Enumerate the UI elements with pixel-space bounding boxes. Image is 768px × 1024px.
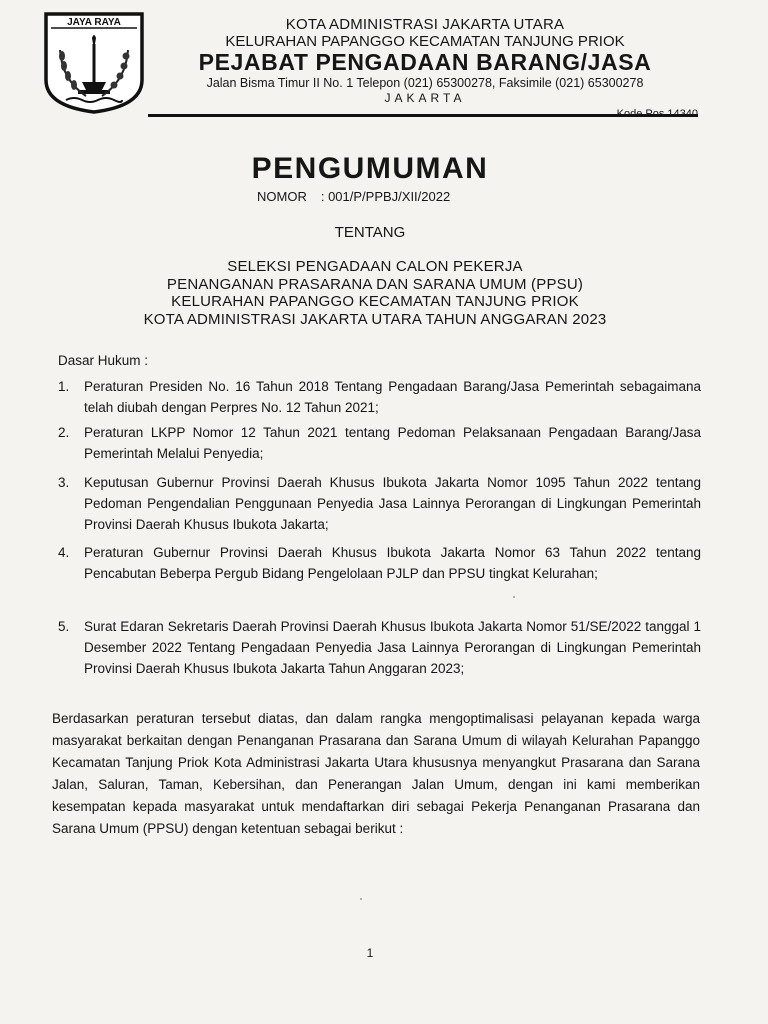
nomor-value: : 001/P/PPBJ/XII/2022 xyxy=(320,189,451,204)
closing-paragraph: Berdasarkan peraturan tersebut diatas, dan dalam rangka mengoptimalisasi pelayanan kepada warga masyarakat berkaitan dengan Penanganan Prasarana dan Sarana Umum di wilayah Kelurahan Papanggo Kecamatan Tanjung Priok Kota Administrasi Jakarta Utara khususnya menyangkut Prasarana dan Sarana Jalan, Saluran, Taman, Kebersihan, dan Penerangan Jalan Umum, dengan ini kami memberikan kesempatan kepada masyarakat untuk mendaftarkan diri sebagai Pekerja Penanganan Prasarana dan Sarana Umum (PPSU) dengan ketentuan sebagai berikut : xyxy=(52,711,700,836)
svg-text:JAYA RAYA: JAYA RAYA xyxy=(67,17,121,28)
page-number: 1 xyxy=(366,946,374,960)
legal-basis-heading: Dasar Hukum : xyxy=(58,353,149,368)
item-number: 4. xyxy=(58,545,70,560)
letterhead-office: PEJABAT PENGADAAN BARANG/JASA xyxy=(198,49,652,75)
announcement-title: PENGUMUMAN xyxy=(251,152,489,185)
item-number: 2. xyxy=(58,425,70,440)
nomor-label: NOMOR xyxy=(257,189,307,204)
scan-speck xyxy=(513,596,515,598)
item-number: 5. xyxy=(58,619,70,634)
subject-line: KOTA ADMINISTRASI JAKARTA UTARA TAHUN ANGGARAN 2023 xyxy=(143,310,607,328)
subject-line: SELEKSI PENGADAAN CALON PEKERJA xyxy=(227,258,523,275)
letterhead-city-name: JAKARTA xyxy=(384,91,466,105)
subject-line: KELURAHAN PAPANGGO KECAMATAN TANJUNG PRIOK xyxy=(171,293,579,310)
item-number: 3. xyxy=(58,475,70,490)
item-text: Keputusan Gubernur Provinsi Daerah Khusus Ibukota Jakarta Nomor 1095 Tahun 2022 tentang Pedoman Pengendalian Penggunaan Penyedia Jasa Lainnya Perorangan di Lingkungan Pemerintah Provinsi Daerah Khusus Ibukota Jakarta; xyxy=(84,475,701,532)
item-text: Peraturan Presiden No. 16 Tahun 2018 Tentang Pengadaan Barang/Jasa Pemerintah sebagaimana telah diubah dengan Perpres No. 12 Tahun 2021; xyxy=(84,379,701,415)
postal-code: Kode Pos 14340 xyxy=(616,108,698,120)
announcement-number xyxy=(257,189,450,204)
letterhead-district: KELURAHAN PAPANGGO KECAMATAN TANJUNG PRIOK xyxy=(225,33,625,50)
scan-speck xyxy=(360,898,362,900)
item-number: 1. xyxy=(58,379,70,394)
letterhead-divider xyxy=(148,114,698,117)
subject-line: PENANGANAN PRASARANA DAN SARANA UMUM (PPSU) xyxy=(166,275,584,293)
item-text: Surat Edaran Sekretaris Daerah Provinsi Daerah Khusus Ibukota Jakarta Nomor 51/SE/2022 tanggal 1 Desember 2022 Tentang Pengadaan Penyedia Jasa Lainnya Perorangan di Lingkungan Pemerintah Provinsi Daerah Khusus Ibukota Jakarta Tahun Anggaran 2023; xyxy=(84,619,701,676)
item-text: Peraturan Gubernur Provinsi Daerah Khusus Ibukota Jakarta Nomor 63 Tahun 2022 tentang Pencabutan Beberpa Pergub Bidang Pengelolaan PJLP dan PPSU tingkat Kelurahan; xyxy=(84,545,701,581)
letterhead xyxy=(160,16,690,105)
tentang-label: TENTANG xyxy=(334,224,406,241)
item-text: Peraturan LKPP Nomor 12 Tahun 2021 tentang Pedoman Pelaksanaan Pengadaan Barang/Jasa Pemerintah Melalui Penyedia; xyxy=(84,425,701,461)
letterhead-city: KOTA ADMINISTRASI JAKARTA UTARA xyxy=(285,16,565,33)
announcement-subject xyxy=(85,258,665,328)
letterhead-address: Jalan Bisma Timur II No. 1 Telepon (021) 65300278, Faksimile (021) 65300278 xyxy=(206,76,644,90)
jakarta-coat-of-arms-logo xyxy=(42,10,146,114)
